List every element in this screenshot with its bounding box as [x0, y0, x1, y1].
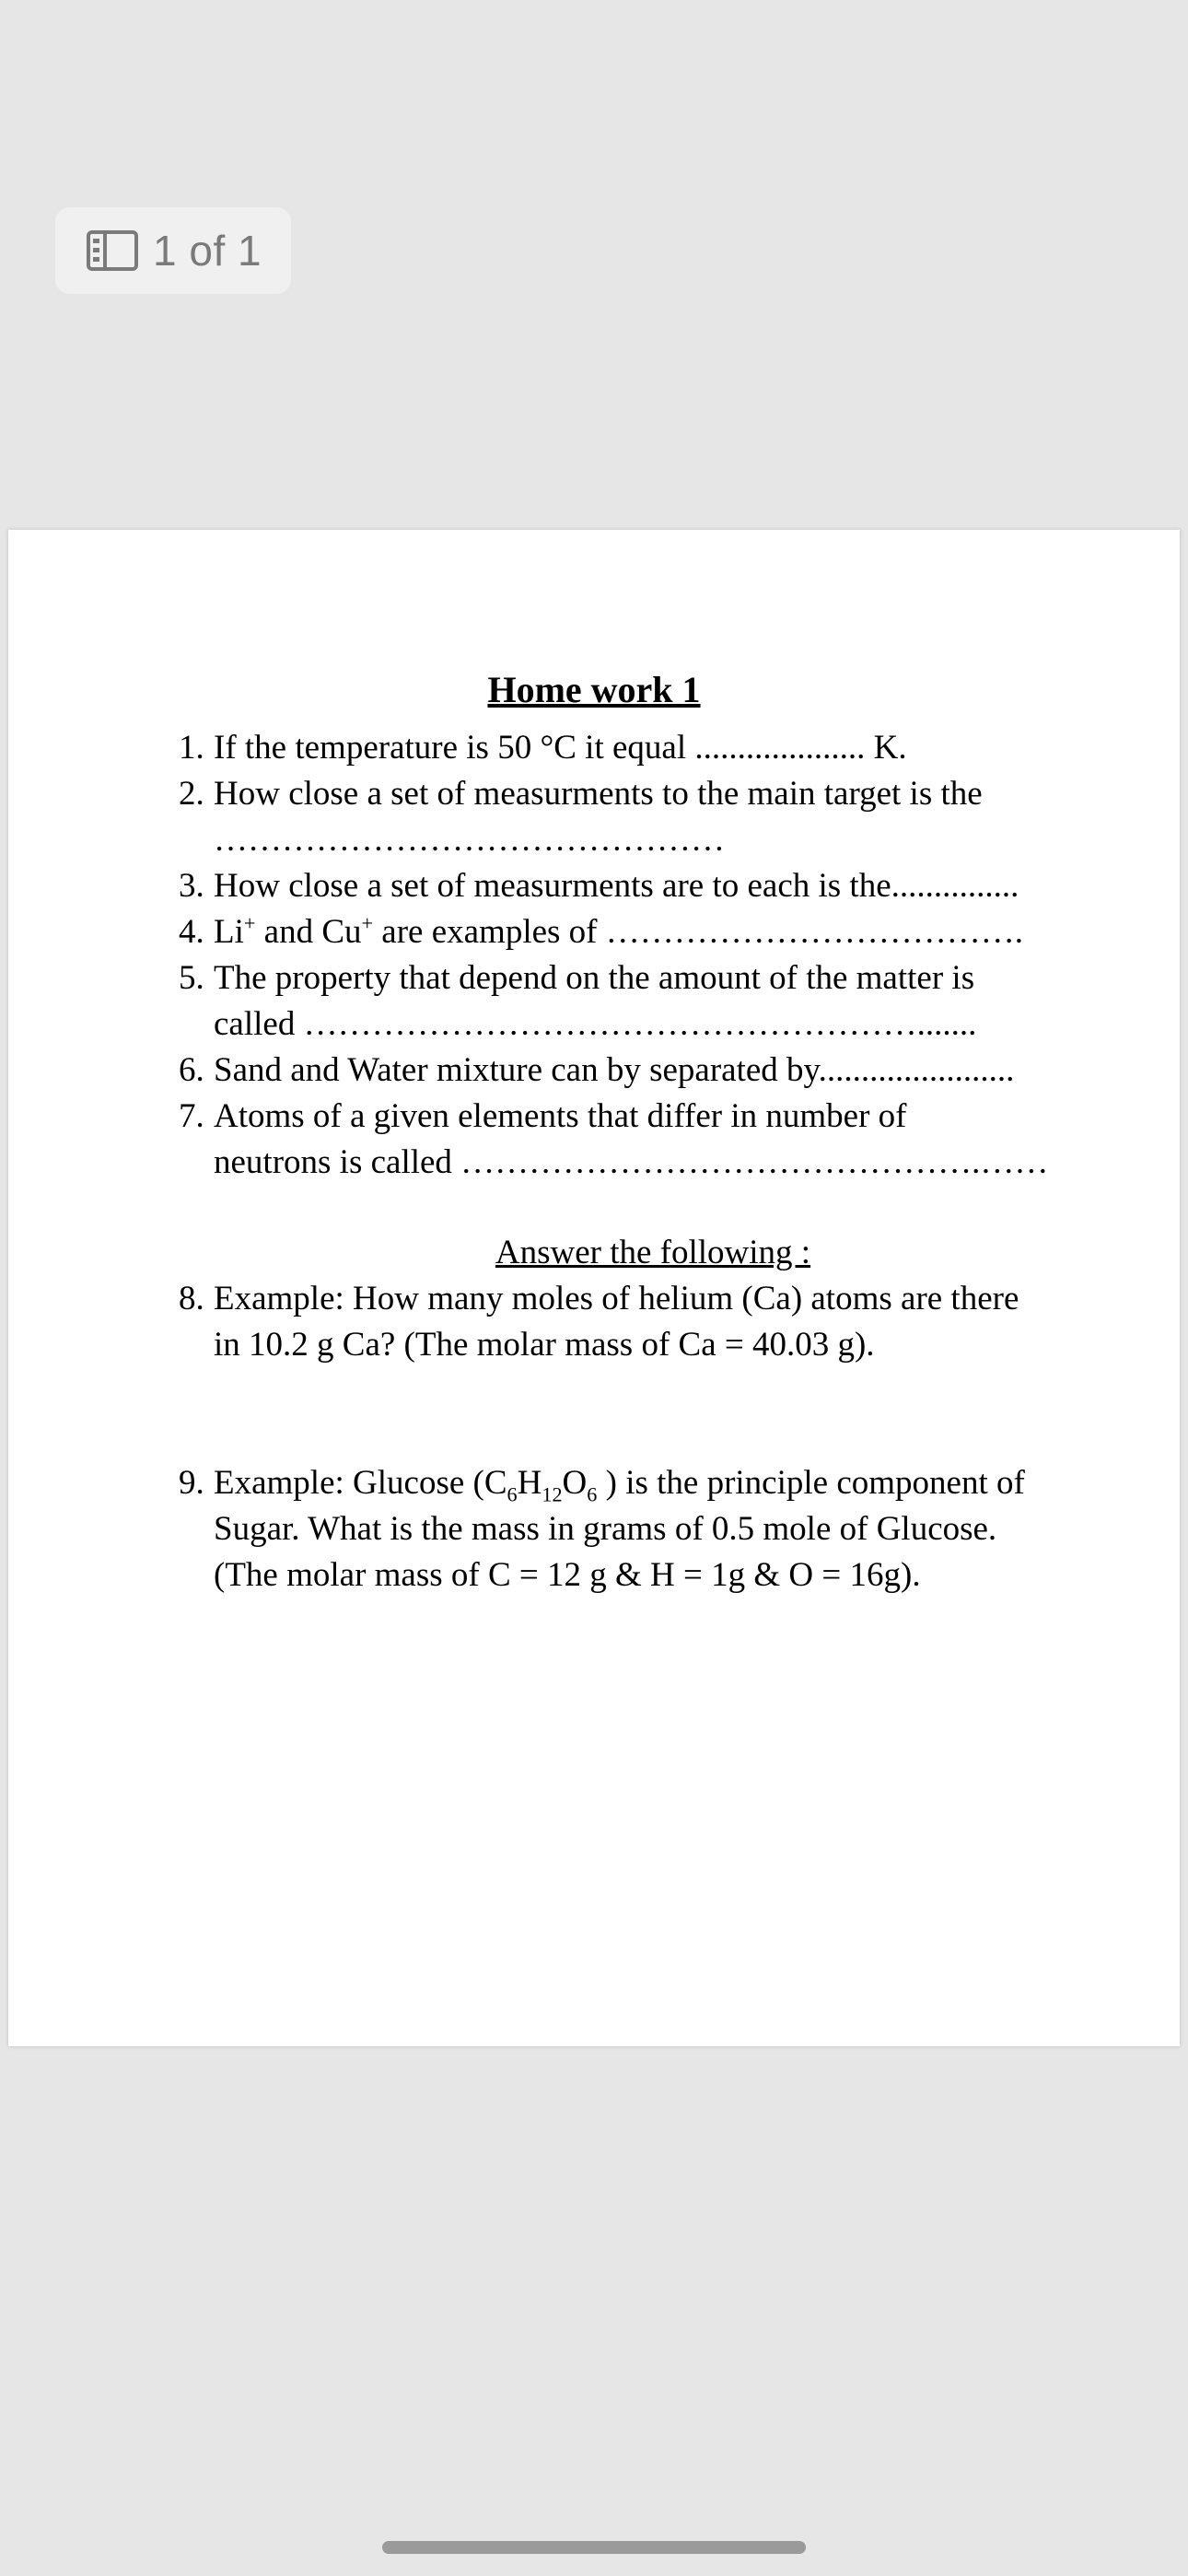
answer-blank: called ……………………………………………….......	[214, 1005, 977, 1043]
question-2	[179, 771, 1072, 863]
text-part: H	[517, 1464, 542, 1502]
document-page	[8, 530, 1180, 2046]
text-part: Li	[214, 913, 244, 951]
question-text	[214, 1094, 1072, 1186]
answer-blank: neutrons is called ……………………………………….……	[214, 1143, 1049, 1181]
question-line: Sugar. What is the mass in grams of 0.5 mole of Glucose.	[214, 1510, 997, 1548]
superscript: +	[243, 911, 256, 935]
question-line	[214, 1464, 1025, 1506]
question-number: 5.	[179, 959, 204, 997]
question-number: 2.	[179, 775, 204, 813]
question-number: 3.	[179, 867, 204, 905]
page-count-label: 1 of 1	[153, 227, 262, 275]
question-text: Sand and Water mixture can by separated by.......................	[214, 1051, 1015, 1089]
text-part: are examples of ……………………………….	[373, 913, 1023, 951]
question-9	[179, 1460, 1072, 1598]
text-part: Example: Glucose (C	[214, 1464, 507, 1502]
document-title: Home work 1	[487, 669, 701, 710]
subscript: 6	[507, 1482, 518, 1506]
question-line: How close a set of measurments to the main target is the	[214, 775, 983, 813]
question-text	[214, 771, 1072, 863]
question-6	[179, 1048, 1072, 1094]
question-number: 1.	[179, 729, 204, 767]
question-5	[179, 955, 1072, 1048]
question-number: 9.	[179, 1464, 204, 1502]
question-text	[214, 909, 1072, 955]
question-text: If the temperature is 50 °C it equal .................... K.	[214, 729, 907, 767]
question-number: 6.	[179, 1051, 204, 1089]
answer-space	[179, 1368, 1072, 1460]
question-line: The property that depend on the amount of the matter is	[214, 959, 975, 997]
question-3	[179, 863, 1072, 909]
question-text	[214, 955, 1072, 1048]
question-8	[179, 1276, 1072, 1368]
question-number: 8.	[179, 1280, 204, 1317]
subscript: 6	[587, 1482, 598, 1506]
question-line: in 10.2 g Ca? (The molar mass of Ca = 40.03 g).	[214, 1326, 875, 1364]
question-line: Example: How many moles of helium (Ca) atoms are there	[214, 1280, 1019, 1317]
page-view-icon	[87, 230, 138, 271]
superscript: +	[361, 911, 374, 935]
home-indicator[interactable]	[382, 2541, 806, 2554]
question-1	[179, 725, 1072, 771]
text-part: and Cu	[255, 913, 362, 951]
page-indicator[interactable]	[55, 207, 291, 294]
text-part: O	[562, 1464, 588, 1502]
question-text: How close a set of measurments are to each is the...............	[214, 867, 1019, 905]
question-4	[179, 909, 1072, 955]
question-list	[179, 725, 1072, 1598]
text-part: ) is the principle component of	[597, 1464, 1025, 1502]
answer-blank: ………………………………………	[214, 821, 725, 859]
question-text	[214, 1276, 1072, 1368]
question-line: (The molar mass of C = 12 g & H = 1g & O = 16g).	[214, 1556, 921, 1594]
question-number: 4.	[179, 913, 204, 951]
question-line: Atoms of a given elements that differ in number of	[214, 1097, 907, 1135]
subscript: 12	[542, 1482, 563, 1506]
question-number: 7.	[179, 1097, 204, 1135]
question-text	[214, 1460, 1072, 1598]
question-7	[179, 1094, 1072, 1186]
section-title: Answer the following :	[495, 1234, 811, 1271]
